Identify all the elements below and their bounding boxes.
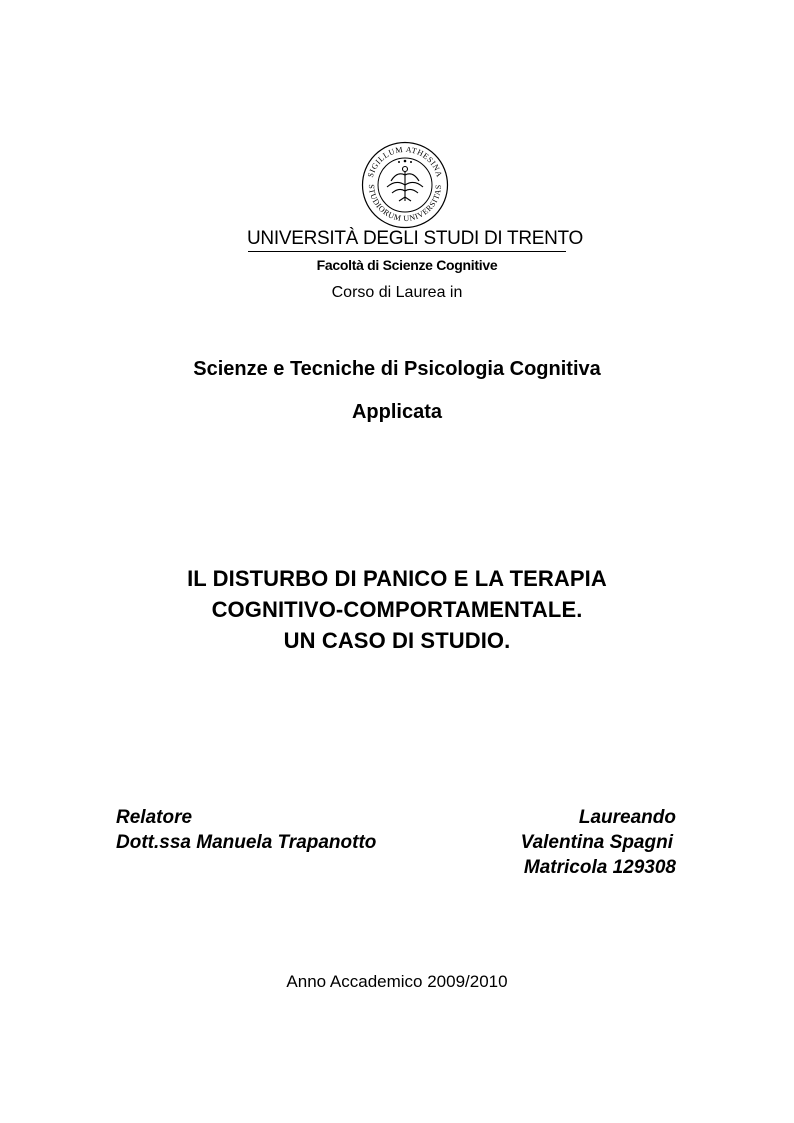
thesis-title-line-2: COGNITIVO-COMPORTAMENTALE. [211,597,583,622]
seal-text-bottom: STUDIORUM UNIVERSITAS [366,183,444,224]
candidate-role: Laureando [578,807,676,828]
thesis-title-line-1: IL DISTURBO DI PANICO E LA TERAPIA [187,566,607,591]
supervisor-role: Relatore [116,807,193,828]
course-name-line-1: Scienze e Tecniche di Psicologia Cognitiva [193,358,601,380]
university-name: UNIVERSITÀ DEGLI STUDI DI TRENTO [247,228,583,249]
seal-text-top: SIGILLUM ATHESINA [365,144,445,179]
candidate-name: Valentina Spagni [520,832,673,853]
academic-year: Anno Accademico 2009/2010 [286,972,508,991]
candidate-matricola: Matricola 129308 [523,857,676,878]
header-divider [248,251,566,252]
faculty-name: Facoltà di Scienze Cognitive [316,257,498,273]
course-intro: Corso di Laurea in [331,284,463,301]
supervisor-name: Dott.ssa Manuela Trapanotto [116,832,377,853]
thesis-title-line-3: UN CASO DI STUDIO. [283,628,511,653]
university-seal-icon [361,141,449,229]
course-name-line-2: Applicata [351,401,443,423]
